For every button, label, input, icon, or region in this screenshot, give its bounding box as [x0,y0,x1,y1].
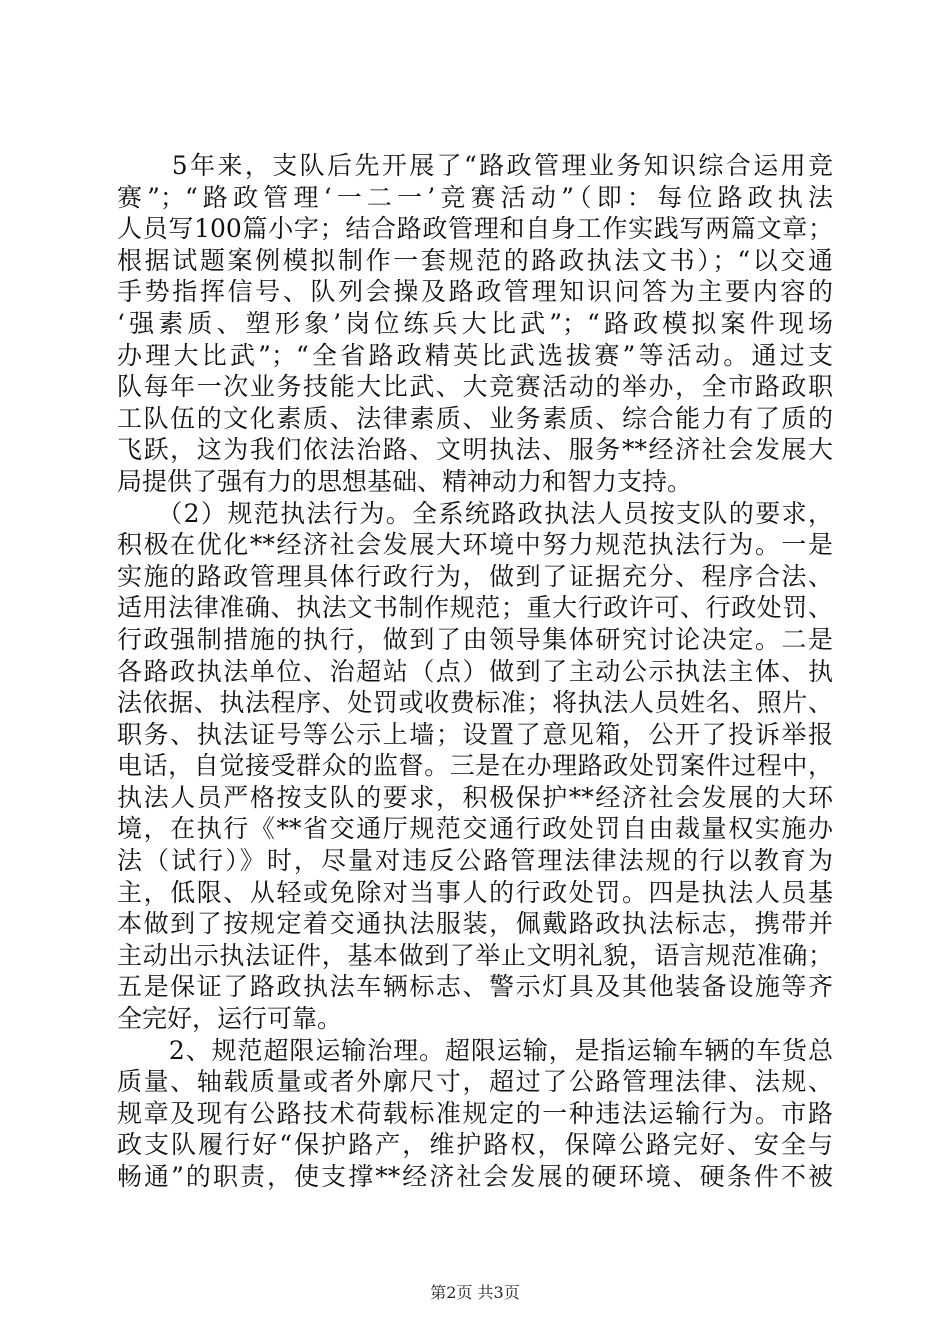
text-line: 电话，自觉接受群众的监督。三是在办理路政处罚案件过程中， [117,751,833,781]
text-line: 畅通”的职责，使支撑**经济社会发展的硬环境、硬条件不被 [117,1162,833,1191]
text-line: 5年来，支队后先开展了“路政管理业务知识综合运用竞 [117,151,833,180]
text-line: 人员写100篇小字；结合路政管理和自身工作实践写两篇文章； [117,214,833,244]
text-line: 全完好，运行可靠。 [117,1004,343,1034]
text-line: 法依据、执法程序、处罚或收费标准；将执法人员姓名、照片、 [117,688,833,718]
text-line: 积极在优化**经济社会发展大环境中努力规范执法行为。一是 [117,530,833,560]
text-line: 赛”；“路政管理‘一二一’竞赛活动”（即：每位路政执法 [117,182,833,212]
page-footer: 第2页 共3页 [430,1283,520,1302]
text-line: 法（试行）》时，尽量对违反公路管理法律法规的行以教育为 [117,846,833,876]
text-line: 执法人员严格按支队的要求，积极保护**经济社会发展的大环 [117,782,833,812]
text-line: （2）规范执法行为。全系统路政执法人员按支队的要求， [117,498,833,528]
text-line: 政支队履行好“保护路产，维护路权，保障公路完好、安全与 [117,1130,833,1160]
text-line: 各路政执法单位、治超站（点）做到了主动公示执法主体、执 [117,656,833,686]
text-line: 根据试题案例模拟制作一套规范的路政执法文书）；“以交通 [117,245,833,275]
text-line: 职务、执法证号等公示上墙；设置了意见箱，公开了投诉举报 [117,719,833,749]
text-line: 质量、轴载质量或者外廓尺寸，超过了公路管理法律、法规、 [117,1067,833,1097]
text-line: ‘强素质、塑形象’岗位练兵大比武”；“路政模拟案件现场 [117,308,833,338]
text-line: 2、规范超限运输治理。超限运输，是指运输车辆的车货总 [117,1035,833,1065]
text-line: 行政强制措施的执行，做到了由领导集体研究讨论决定。二是 [117,624,833,654]
text-line: 境，在执行《**省交通厅规范交通行政处罚自由裁量权实施办 [117,814,833,844]
text-line: 实施的路政管理具体行政行为，做到了证据充分、程序合法、 [117,561,833,591]
text-line: 工队伍的文化素质、法律素质、业务素质、综合能力有了质的 [117,403,833,433]
text-line: 队每年一次业务技能大比武、大竞赛活动的举办，全市路政职 [117,372,833,402]
text-line: 办理大比武”；“全省路政精英比武选拔赛”等活动。通过支 [117,340,833,370]
text-line: 手势指挥信号、队列会操及路政管理知识问答为主要内容的 [117,277,833,307]
text-line: 局提供了强有力的思想基础、精神动力和智力支持。 [117,466,693,496]
text-line: 飞跃，这为我们依法治路、文明执法、服务**经济社会发展大 [117,435,833,465]
text-line: 主，低限、从轻或免除对当事人的行政处罚。四是执法人员基 [117,877,833,907]
text-line: 主动出示执法证件，基本做到了举止文明礼貌，语言规范准确； [117,940,833,970]
text-line: 五是保证了路政执法车辆标志、警示灯具及其他装备设施等齐 [117,972,833,1002]
text-line: 本做到了按规定着交通执法服装，佩戴路政执法标志，携带并 [117,909,833,939]
document-body [117,150,833,1193]
text-line: 规章及现有公路技术荷载标准规定的一种违法运输行为。市路 [117,1098,833,1128]
text-line: 适用法律准确、执法文书制作规范；重大行政许可、行政处罚、 [117,593,833,623]
